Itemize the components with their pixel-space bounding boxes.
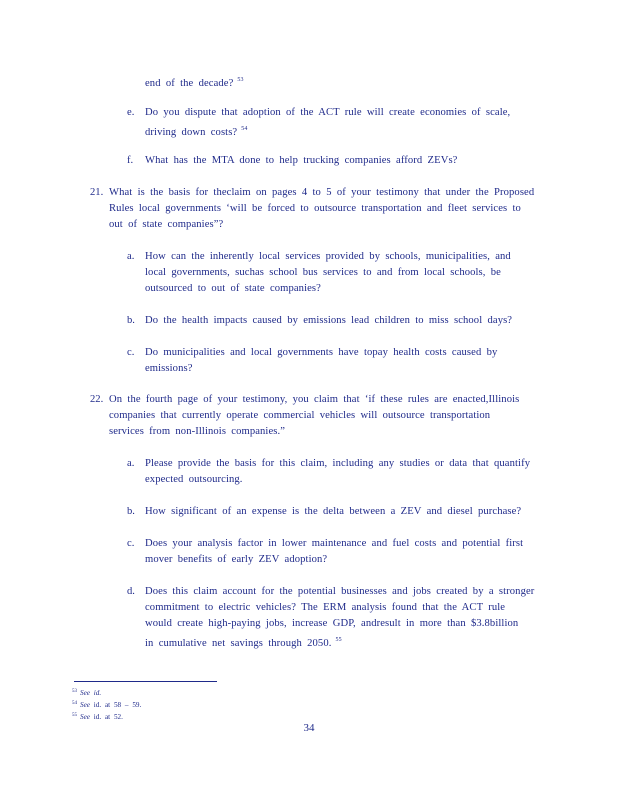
item-line: local governments, suchas school bus services to and from local schools, be bbox=[145, 267, 501, 278]
footnote-separator bbox=[74, 681, 217, 682]
item-marker: f. bbox=[127, 155, 134, 166]
item-marker: d. bbox=[127, 586, 135, 597]
item-line: What has the MTA done to help trucking companies afford ZEVs? bbox=[145, 155, 458, 166]
footnote-ref: 55 bbox=[335, 637, 342, 643]
item-line: Do the health impacts caused by emissions lead children to miss school days? bbox=[145, 315, 513, 326]
item-line: What is the basis for theclaim on pages 4 to 5 of your testimony that under the Proposed bbox=[109, 187, 535, 198]
footnote-number: 55 bbox=[72, 713, 77, 718]
item-line: Rules local governments ‘will be forced to outsource transportation and fleet services to bbox=[109, 203, 521, 214]
item-marker: b. bbox=[127, 315, 135, 326]
footnote-see: See bbox=[80, 689, 90, 697]
item-line: services from non-Illinois companies.” bbox=[109, 426, 286, 437]
footnote-number: 54 bbox=[72, 701, 77, 706]
footnote bbox=[72, 687, 101, 698]
footnote-text: id. bbox=[93, 689, 102, 697]
footnote-ref: 54 bbox=[241, 126, 248, 132]
item-line: companies that currently operate commercial vehicles will outsource transportation bbox=[109, 410, 491, 421]
footnote-text: id. at 58 – 59. bbox=[93, 701, 142, 709]
footnote-see: See bbox=[80, 713, 90, 721]
footnote bbox=[72, 711, 123, 722]
item-line bbox=[145, 73, 244, 91]
footnote-ref: 53 bbox=[237, 77, 244, 83]
footnote-see: See bbox=[80, 701, 90, 709]
item-line: On the fourth page of your testimony, you claim that ‘if these rules are enacted,Illinois bbox=[109, 394, 520, 405]
line-text: in cumulative net savings through 2050. bbox=[145, 638, 332, 649]
item-marker: e. bbox=[127, 107, 135, 118]
item-line bbox=[145, 122, 247, 140]
item-line: outsourced to out of state companies? bbox=[145, 283, 321, 294]
item-line: Do municipalities and local governments have topay health costs caused by bbox=[145, 347, 498, 358]
item-line: How significant of an expense is the delta between a ZEV and diesel purchase? bbox=[145, 506, 522, 517]
footnote-number: 53 bbox=[72, 689, 77, 694]
item-marker: a. bbox=[127, 458, 135, 469]
item-line: Please provide the basis for this claim, including any studies or data that quantify bbox=[145, 458, 531, 469]
line-text: end of the decade? bbox=[145, 78, 234, 89]
item-marker: c. bbox=[127, 538, 135, 549]
page-number: 34 bbox=[303, 722, 315, 734]
item-line: Does this claim account for the potential businesses and jobs created by a stronger bbox=[145, 586, 535, 597]
item-line: would create high-paying jobs, increase GDP, andresult in more than $3.8billion bbox=[145, 618, 519, 629]
item-line: Does your analysis factor in lower maintenance and fuel costs and potential first bbox=[145, 538, 524, 549]
footnote-text: id. at 52. bbox=[93, 713, 123, 721]
question-number: 21. bbox=[90, 187, 104, 198]
item-line: Do you dispute that adoption of the ACT rule will create economies of scale, bbox=[145, 107, 511, 118]
item-marker: c. bbox=[127, 347, 135, 358]
item-line: mover benefits of early ZEV adoption? bbox=[145, 554, 328, 565]
item-marker: a. bbox=[127, 251, 135, 262]
footnote bbox=[72, 699, 141, 710]
item-line: out of state companies”? bbox=[109, 219, 224, 230]
item-line: How can the inherently local services provided by schools, municipalities, and bbox=[145, 251, 511, 262]
question-number: 22. bbox=[90, 394, 104, 405]
line-text: driving down costs? bbox=[145, 127, 238, 138]
item-line bbox=[145, 633, 342, 651]
item-marker: b. bbox=[127, 506, 135, 517]
item-line: emissions? bbox=[145, 363, 193, 374]
item-line: commitment to electric vehicles? The ERM analysis found that the ACT rule bbox=[145, 602, 506, 613]
item-line: expected outsourcing. bbox=[145, 474, 243, 485]
